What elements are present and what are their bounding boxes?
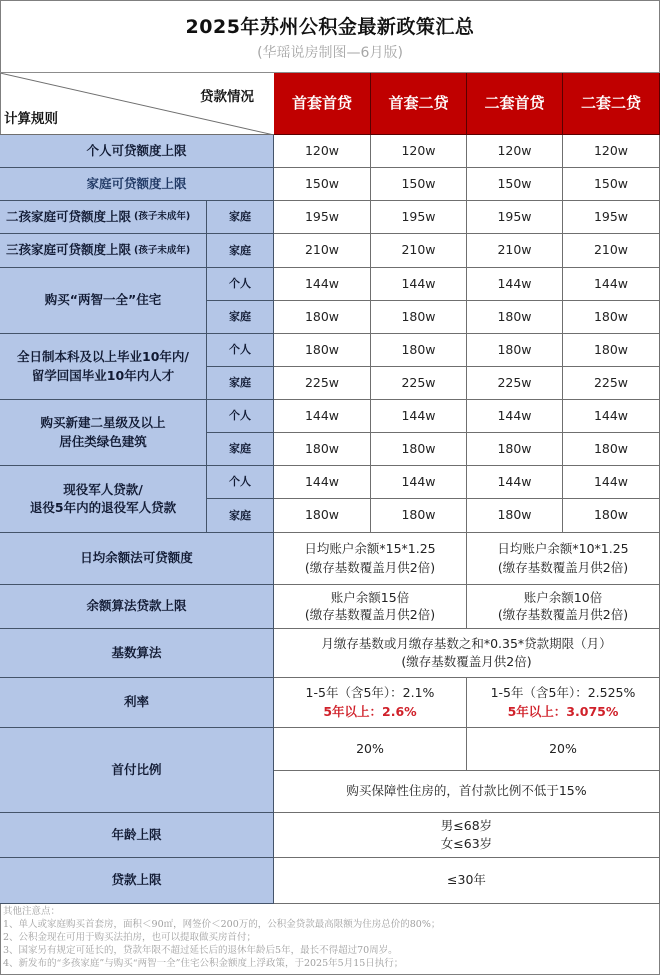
- age-female: 女≤63岁: [440, 836, 493, 851]
- table-cell: 144w: [274, 400, 371, 433]
- rate-long-term: 5年以上：2.6%: [323, 703, 417, 719]
- note-item: 1、单人或家庭购买首套房，面积＜90㎡，网签价＜200万的，公积金贷款最高限额为住房总价的80%；: [3, 919, 441, 930]
- notes-heading: 其他注意点：: [3, 906, 61, 917]
- note-item: 2、公积金现在可用于购买法拍房，也可以提取做买房首付；: [3, 932, 257, 943]
- page-subtitle: (华瑶说房制图—6月版): [257, 45, 403, 61]
- table-cell: 144w: [563, 466, 660, 499]
- table-cell: 225w: [467, 367, 563, 400]
- table-cell: 150w: [467, 168, 563, 201]
- merged-cell-first-home: 20%: [274, 728, 467, 771]
- table-cell: 180w: [274, 499, 371, 533]
- table-cell: 180w: [467, 301, 563, 334]
- sub-label-personal: 个人: [207, 466, 274, 499]
- table-cell: 180w: [371, 433, 467, 466]
- row-label-daily-balance: 日均余额法可贷额度: [0, 533, 274, 585]
- calc-rules-label: 计算规则: [4, 111, 58, 127]
- column-header-first-home-first-loan: 首套首贷: [274, 73, 371, 135]
- cell-line2: (缴存基数覆盖月供2倍): [497, 559, 629, 575]
- row-label-personal-limit: 个人可贷额度上限: [0, 135, 274, 168]
- rate-long-term: 5年以上：3.075%: [507, 703, 619, 719]
- row-label-green-building: [0, 400, 207, 466]
- merged-cell-first-home: [274, 585, 467, 629]
- table-cell: 180w: [371, 334, 467, 367]
- table-cell: 195w: [563, 201, 660, 234]
- page-title: 2025年苏州公积金最新政策汇总: [185, 16, 475, 38]
- row-label-line1: 购买新建二星级及以上: [40, 415, 166, 431]
- row-label-down-payment: 首付比例: [0, 728, 274, 813]
- table-cell: 180w: [563, 499, 660, 533]
- sub-label-personal: 个人: [207, 268, 274, 301]
- table-cell: 195w: [274, 201, 371, 234]
- sub-label-family: 家庭: [207, 234, 274, 268]
- merged-cell-age-limit: [274, 813, 660, 858]
- row-label-two-child-family: [0, 201, 207, 234]
- row-label-line2: 留学回国毕业10年内人才: [31, 367, 175, 383]
- row-label-line2: 居住类绿色建筑: [59, 433, 147, 449]
- rate-short-term: 1-5年（含5年）：2.525%: [490, 685, 636, 701]
- table-cell: 225w: [274, 367, 371, 400]
- table-cell: 120w: [371, 135, 467, 168]
- merged-cell-second-home: 20%: [467, 728, 660, 771]
- table-cell: 210w: [274, 234, 371, 268]
- merged-cell-all: [274, 629, 660, 678]
- merged-cell-second-home: [467, 678, 660, 728]
- table-cell: 225w: [371, 367, 467, 400]
- row-label-text: 二孩家庭可贷额度上限: [6, 208, 132, 224]
- table-cell: 195w: [371, 201, 467, 234]
- row-label-text: 三孩家庭可贷额度上限: [6, 242, 132, 258]
- table-cell: 180w: [563, 301, 660, 334]
- row-label-military: [0, 466, 207, 533]
- table-cell: 180w: [274, 334, 371, 367]
- notes-section: [3, 905, 653, 970]
- cell-line1: 账户余额10倍: [523, 589, 603, 605]
- table-cell: 225w: [563, 367, 660, 400]
- merged-cell-second-home: [467, 533, 660, 585]
- sub-label-family: 家庭: [207, 367, 274, 400]
- table-cell: 120w: [274, 135, 371, 168]
- row-label-line1: 全日制本科及以上毕业10年内/: [17, 349, 189, 365]
- row-label-line1: 现役军人贷款/: [63, 481, 143, 497]
- column-header-second-home-second-loan: 二套二贷: [563, 73, 660, 135]
- table-cell: 120w: [563, 135, 660, 168]
- table-cell: 180w: [274, 433, 371, 466]
- sub-label-family: 家庭: [207, 301, 274, 334]
- column-header-second-home-first-loan: 二套首贷: [467, 73, 563, 135]
- table-cell: 144w: [371, 268, 467, 301]
- rate-short-term: 1-5年（含5年）：2.1%: [305, 685, 435, 701]
- merged-cell-second-home: [467, 585, 660, 629]
- table-cell: 144w: [563, 268, 660, 301]
- row-label-loan-term: 贷款上限: [0, 858, 274, 904]
- cell-line2: (缴存基数覆盖月供2倍): [304, 606, 436, 622]
- table-cell: 180w: [371, 301, 467, 334]
- cell-line1: 日均账户余额*10*1.25: [497, 541, 629, 557]
- table-cell: 180w: [563, 334, 660, 367]
- sub-label-family: 家庭: [207, 499, 274, 533]
- column-header-first-home-second-loan: 首套二贷: [371, 73, 467, 135]
- table-cell: 180w: [371, 499, 467, 533]
- age-male: 男≤68岁: [440, 817, 493, 833]
- table-cell: 144w: [371, 400, 467, 433]
- row-label-interest-rate: 利率: [0, 678, 274, 728]
- cell-line1: 账户余额15倍: [330, 589, 410, 605]
- table-cell: 180w: [563, 433, 660, 466]
- cell-line2: (缴存基数覆盖月供2倍): [304, 559, 436, 575]
- note-item: 3、国家另有规定可延长的，贷款年限不超过延长后的退休年龄后5年，最长不得超过70周岁。: [3, 945, 398, 956]
- row-label-family-limit: 家庭可贷额度上限: [0, 168, 274, 201]
- table-cell: 144w: [563, 400, 660, 433]
- cell-line2: (缴存基数覆盖月供2倍): [497, 606, 629, 622]
- cell-line1: 日均账户余额*15*1.25: [304, 541, 436, 557]
- row-label-three-child-family: [0, 234, 207, 268]
- row-label-note: (孩子未成年): [134, 211, 191, 223]
- row-label-age-limit: 年龄上限: [0, 813, 274, 858]
- table-cell: 144w: [274, 466, 371, 499]
- table-cell: 210w: [371, 234, 467, 268]
- sub-label-personal: 个人: [207, 334, 274, 367]
- cell-line2: (缴存基数覆盖月供2倍): [401, 654, 532, 669]
- merged-cell-loan-term: ≤30年: [274, 858, 660, 904]
- table-cell: 144w: [467, 400, 563, 433]
- merged-cell-first-home: [274, 533, 467, 585]
- row-label-balance-method: 余额算法贷款上限: [0, 585, 274, 629]
- table-cell: 144w: [371, 466, 467, 499]
- sub-label-family: 家庭: [207, 201, 274, 234]
- row-label-two-smart-housing: 购买“两智一全”住宅: [0, 268, 207, 334]
- table-cell: 144w: [467, 268, 563, 301]
- table-cell: 195w: [467, 201, 563, 234]
- table-cell: 144w: [274, 268, 371, 301]
- note-item: 4、新发布的“多孩家庭”与购买“两智一全”住宅公积金额度上浮政策，于2025年5月15日执行；: [3, 958, 404, 969]
- table-cell: 180w: [467, 433, 563, 466]
- corner-header: [0, 73, 274, 135]
- table-cell: 180w: [467, 499, 563, 533]
- table-cell: 180w: [467, 334, 563, 367]
- table-cell: 210w: [467, 234, 563, 268]
- table-cell: 150w: [563, 168, 660, 201]
- row-label-graduate-talent: [0, 334, 207, 400]
- title-block: [0, 0, 660, 73]
- table-cell: 120w: [467, 135, 563, 168]
- row-label-note: (孩子未成年): [134, 244, 191, 256]
- table-cell: 150w: [371, 168, 467, 201]
- row-label-line2: 退役5年内的退役军人贷款: [29, 500, 177, 515]
- sub-label-personal: 个人: [207, 400, 274, 433]
- merged-cell-affordable-housing: 购买保障性住房的，首付款比例不低于15%: [274, 771, 660, 813]
- table-cell: 144w: [467, 466, 563, 499]
- table-cell: 210w: [563, 234, 660, 268]
- loan-situation-label: 贷款情况: [200, 89, 254, 105]
- row-label-base-method: 基数算法: [0, 629, 274, 678]
- merged-cell-first-home: [274, 678, 467, 728]
- cell-line1: 月缴存基数或月缴存基数之和*0.35*贷款期限（月）: [321, 635, 612, 651]
- table-cell: 150w: [274, 168, 371, 201]
- sub-label-family: 家庭: [207, 433, 274, 466]
- table-cell: 180w: [274, 301, 371, 334]
